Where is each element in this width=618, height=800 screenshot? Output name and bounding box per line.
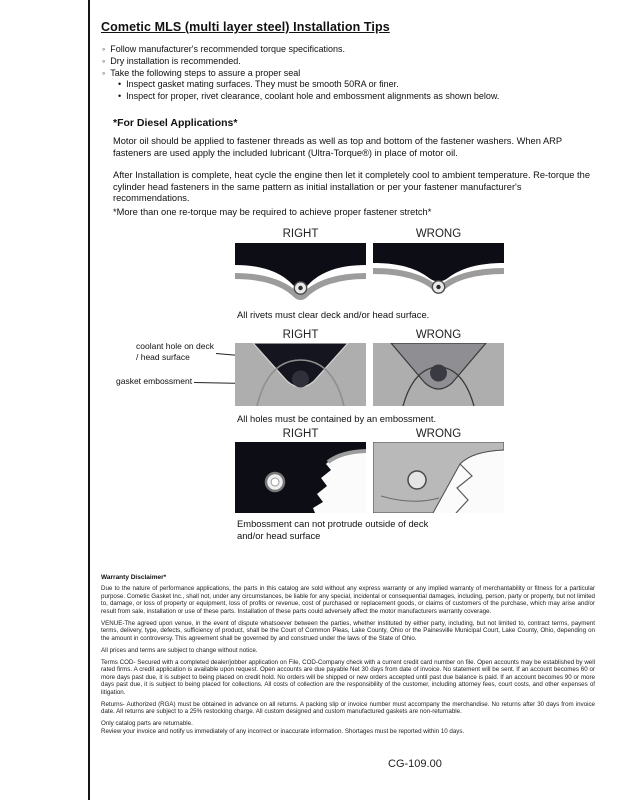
- warranty-paragraph: Returns- Authorized (RGA) must be obtained in advance on all returns. A packing slip or invoice number must accompany the merchandise. No returns after 30 days from invoice date. All returns are subject to a 25% restocking charge. All custom designed and custom manufactured gaskets are non-returnable.: [101, 700, 595, 715]
- embossment-protrusion-right-diagram: [235, 442, 366, 513]
- warranty-paragraph: VENUE-The agreed upon venue, in the event of dispute whatsoever between the parties, whether instituted by either party, including, but not limited to, contract terms, payment terms, delivery, type, defects, sufficiency of product, shall be the Court of Common Pleas, Lake County, Ohio or the Painesville Municipal Court, Lake County, Ohio, depending on the amount in controversy. This agreement shall be governed by and construed under the laws of the State of Ohio.: [101, 619, 595, 642]
- diagram-row1-caption: All rivets must clear deck and/or head surface.: [237, 309, 430, 320]
- warranty-paragraph: Due to the nature of performance applications, the parts in this catalog are sold without any express warranty or any implied warranty of merchantability or fitness for a particular purpose. Cometic Gasket Inc., shall not, under any circumstances, be liable for any special, incidental or consequential damages, including, person, party or property, but not limited to, damage, or loss of property or equipment, loss of profits or revenue, cost of purchased or replacement goods, or claims of customers of the purchase, which may arise and/or result from sale, installation or use of these parts. Installation of these parts could adversely affect the motor manufacturers warranty coverage.: [101, 585, 595, 615]
- page-title: Cometic MLS (multi layer steel) Installation Tips: [101, 20, 390, 34]
- gasket-embossment-label: gasket embossment: [116, 376, 193, 386]
- warranty-paragraph: All prices and terms are subject to change without notice.: [101, 646, 258, 654]
- wrong-label: WRONG: [415, 428, 462, 440]
- wrong-label: WRONG: [415, 329, 462, 341]
- right-label: RIGHT: [282, 428, 319, 440]
- tip-sub-item: • Inspect gasket mating surfaces. They must be smooth 50RA or finer.: [102, 79, 592, 91]
- embossment-containment-wrong-diagram: [373, 343, 504, 406]
- tip-item: ◦ Follow manufacturer's recommended torque specifications.: [102, 44, 592, 56]
- warranty-section: [101, 574, 595, 740]
- diagram-row3-headers: [235, 428, 504, 440]
- diagram-row2-panels: [235, 343, 504, 406]
- tip-item: ◦ Dry installation is recommended.: [102, 56, 592, 68]
- warranty-paragraph: Review your invoice and notify us immediately of any incorrect or inaccurate information. Shortages must be reported within 10 days.: [101, 728, 465, 735]
- rivet-clearance-wrong-diagram: [373, 243, 504, 305]
- embossment-protrusion-wrong-diagram: [373, 442, 504, 513]
- diagram-row2-headers: [235, 329, 504, 341]
- page-number: CG-109.00: [388, 758, 442, 770]
- right-label: RIGHT: [282, 329, 319, 341]
- diagram-row3-caption: Embossment can not protrude outside of deck and/or head surface: [237, 518, 429, 541]
- rivet-clearance-right-diagram: [235, 243, 366, 305]
- coolant-hole-label: coolant hole on deck / head surface: [136, 341, 214, 362]
- embossment-containment-right-diagram: [235, 343, 366, 406]
- diagram-row1-headers: [235, 228, 504, 240]
- diagram-row3-panels: [235, 442, 504, 513]
- warranty-paragraph: Terms COD- Secured with a completed dealer/jobber application on File, COD-Company check with a current credit card number on file. Open accounts may be established by well rated firms. A credit application is available upon request. Open accounts are due payable Net 30 days from date of invoice. No statement will be sent. If an account becomes 60 or more days past due, it is subject to being placed on credit hold. No orders will be shipped or new orders accepted until past due balance is paid. If an account becomes 90 or more days past due, it is subject to being placed for collections. All costs of collection are the responsibility of the customer, including attorney fees, court costs, and other expenses of litigation.: [101, 658, 595, 696]
- retorque-note: *More than one re-torque may be required to achieve proper fastener stretch*: [113, 207, 432, 217]
- tips-list: [102, 44, 592, 103]
- diesel-applications-heading: *For Diesel Applications*: [113, 117, 238, 129]
- diagram-row2-caption: All holes must be contained by an embossment.: [237, 413, 437, 424]
- left-border-rule: [88, 0, 90, 800]
- wrong-label: WRONG: [415, 228, 462, 240]
- warranty-paragraph: Only catalog parts are returnable.: [101, 720, 193, 727]
- diesel-paragraph-1: Motor oil should be applied to fastener threads as well as top and bottom of the fastener washers. When ARP fasteners are used apply the included lubricant (Ultra-Torque®) in place of motor oil.: [113, 136, 562, 158]
- warranty-heading: Warranty Disclaimer*: [101, 574, 167, 581]
- diagram-row1-panels: [235, 243, 504, 305]
- right-label: RIGHT: [282, 228, 319, 240]
- tip-item: ◦ Take the following steps to assure a proper seal: [102, 68, 592, 80]
- diesel-paragraph-2: After Installation is complete, heat cycle the engine then let it completely cool to ambient temperature. Re-torque the cylinder head fasteners in the same pattern as initial installation or per your fastener manufacturer's recommendations.: [113, 170, 590, 204]
- tip-sub-item: • Inspect for proper, rivet clearance, coolant hole and embossment alignments as shown below.: [102, 91, 592, 103]
